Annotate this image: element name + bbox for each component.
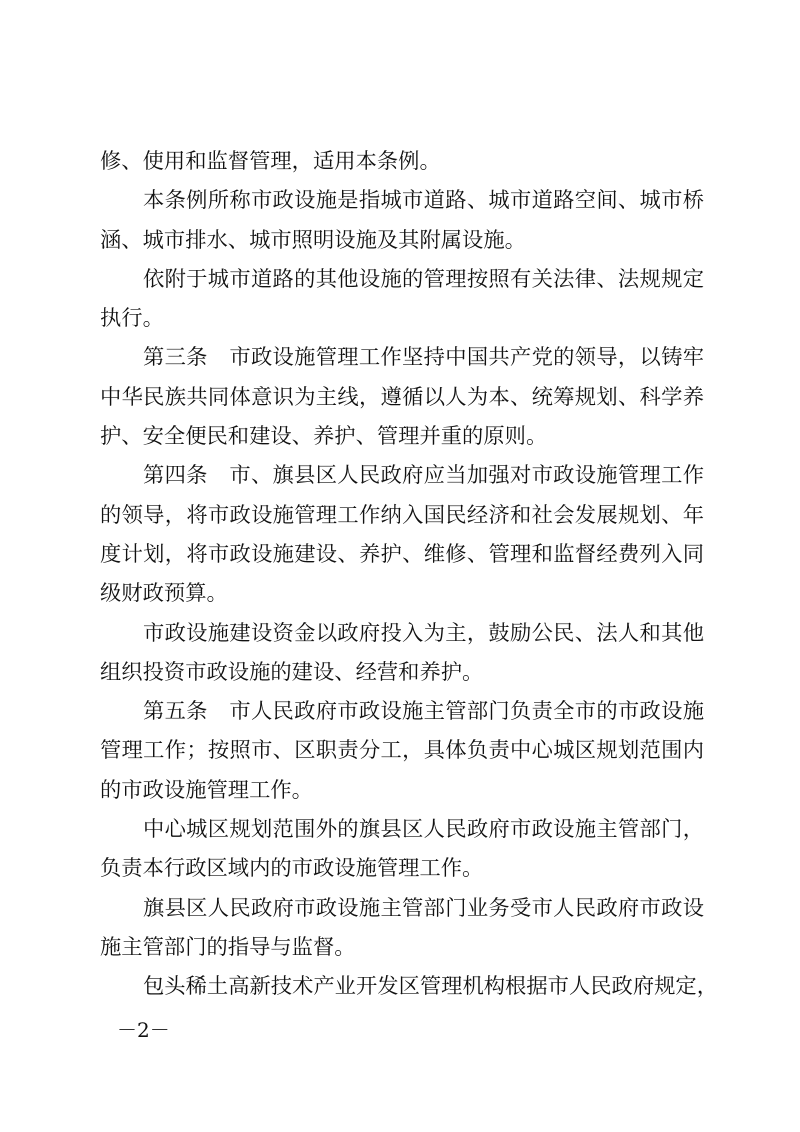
text-line: 施主管部门的指导与监督。 — [100, 934, 356, 960]
text-line: 组织投资市政设施的建设、经营和养护。 — [100, 659, 484, 685]
text-line: 执行。 — [100, 306, 164, 332]
text-line: 中心城区规划范围外的旗县区人民政府市政设施主管部门， — [143, 817, 704, 843]
text-line: 市政设施建设资金以政府投入为主，鼓励公民、法人和其他 — [143, 620, 704, 646]
text-line: 的领导，将市政设施管理工作纳入国民经济和社会发展规划、年 — [100, 502, 704, 528]
text-line: 中华民族共同体意识为主线，遵循以人为本、统筹规划、科学养 — [100, 384, 704, 410]
text-line: 度计划，将市政设施建设、养护、维修、管理和监督经费列入同 — [100, 541, 704, 567]
text-line: 管理工作；按照市、区职责分工，具体负责中心城区规划范围内 — [100, 738, 704, 764]
text-line: 本条例所称市政设施是指城市道路、城市道路空间、城市桥 — [143, 188, 704, 214]
text-line: 负责本行政区域内的市政设施管理工作。 — [100, 856, 484, 882]
text-line: 第三条 市政设施管理工作坚持中国共产党的领导，以铸牢 — [143, 345, 704, 371]
text-line: 旗县区人民政府市政设施主管部门业务受市人民政府市政设 — [143, 895, 704, 921]
page-number: －2－ — [117, 1018, 170, 1042]
text-line: 依附于城市道路的其他设施的管理按照有关法律、法规规定 — [143, 266, 704, 292]
document-body — [100, 142, 719, 1007]
text-line: 第四条 市、旗县区人民政府应当加强对市政设施管理工作 — [143, 463, 704, 489]
text-line: 包头稀土高新技术产业开发区管理机构根据市人民政府规定， — [143, 974, 719, 1000]
text-line: 的市政设施管理工作。 — [100, 777, 313, 803]
text-line: 护、安全便民和建设、养护、管理并重的原则。 — [100, 424, 548, 450]
text-line: 级财政预算。 — [100, 581, 228, 607]
text-line: 涵、城市排水、城市照明设施及其附属设施。 — [100, 227, 526, 253]
text-line: 第五条 市人民政府市政设施主管部门负责全市的市政设施 — [143, 699, 704, 725]
text-line: 修、使用和监督管理，适用本条例。 — [100, 149, 441, 174]
